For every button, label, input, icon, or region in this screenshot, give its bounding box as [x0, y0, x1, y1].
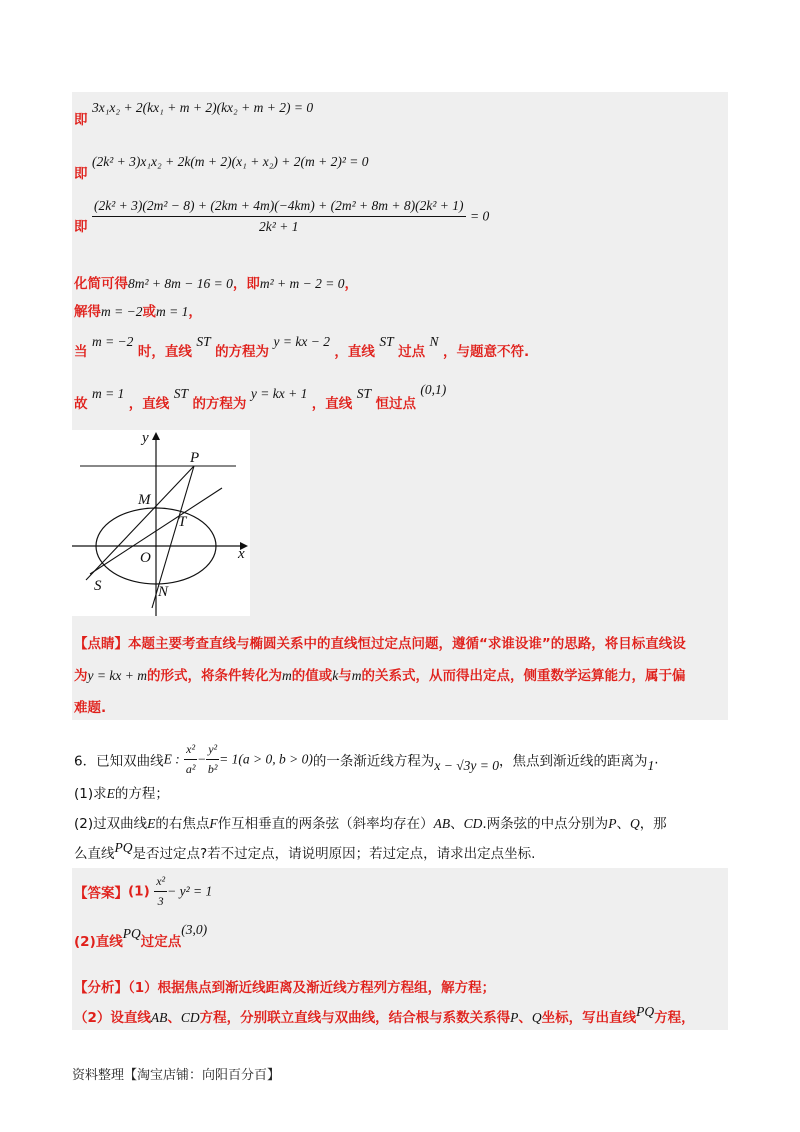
label-p: P [190, 450, 200, 466]
solution-line-solve: 解得m = −2或m = 1， [74, 304, 202, 320]
analysis-line-2: （2）设直线AB、CD方程，分别联立直线与双曲线，结合根与系数关系得P、Q坐标，写出直线PQ方程， [74, 1004, 695, 1026]
problem-number: 6．已知双曲线 [74, 753, 164, 770]
equation-fraction: (2k² + 3)(2m² − 8) + (2km + 4m)(−4km) + (2m² + 8m + 8)(2k² + 1) 2k² + 1 [93, 198, 464, 234]
answer-tag: 【答案】 [74, 885, 128, 902]
fraction-y: $\frac{\text{y²}}{\text{b²}}$ [207, 742, 218, 776]
solution-block [72, 92, 728, 418]
equation: (2k² + 3)x₁x₂ + 2k(m + 2)(x₁ + x₂) + 2(m + 2)² = 0 [91, 154, 369, 169]
label-s: S [94, 578, 102, 594]
solution-line-1: 即 3x₁x₂ + 2(kx₁ + m + 2)(kx₂ + m + 2) = 0 [74, 100, 314, 128]
footer-text: 资料整理【淘宝店铺：向阳百分百】 [72, 1068, 281, 1083]
solution-line-2: 即 (2k² + 3)x₁x₂ + 2k(m + 2)(x₁ + x₂) + 2(m + 2)² = 0 [74, 154, 369, 182]
comment-tag: 【点睛】 [74, 636, 128, 652]
solution-line-simplify: 化简可得8m² + 8m − 16 = 0，即m² + m − 2 = 0， [74, 276, 359, 292]
problem-q2-line2: 么直线PQ是否过定点?若不过定点，请说明原因；若过定点，请求出定点坐标. [74, 840, 536, 862]
solution-line-3: 即 (2k² + 3)(2m² − 8) + (2km + 4m)(−4km) + (2m² + 8m + 8)(2k² + 1) 2k² + 1 = 0 [74, 198, 490, 235]
problem-q1: (1)求E的方程； [74, 786, 169, 802]
solution-line-case1: 当 m = −2 时，直线 ST 的方程为 y = kx − 2 ，直线 ST 过点 N ，与题意不符. [74, 334, 530, 360]
analysis-tag: 【分析】 [74, 980, 128, 996]
equation: 3x₁x₂ + 2(kx₁ + m + 2)(kx₂ + m + 2) = 0 [91, 100, 314, 115]
analysis-line-1: 【分析】（1）根据焦点到渐近线距离及渐近线方程列方程组，解方程； [74, 980, 496, 996]
ellipse-diagram [72, 430, 250, 616]
solution-line-case2: 故 m = 1 ，直线 ST 的方程为 y = kx + 1 ，直线 ST 恒过点 (0,1) [74, 382, 447, 412]
label-o: O [140, 550, 151, 566]
label-y: y [142, 430, 149, 446]
ellipse-figure [72, 430, 250, 616]
answer-line-1: 【答案】(1) $\frac{\text{x²}}{3}$ − y² = 1 [74, 874, 213, 908]
label-m: M [138, 492, 151, 508]
answer-fraction: $\frac{\text{x²}}{3}$ [156, 874, 166, 908]
label-x: x [238, 546, 245, 562]
label-n: N [158, 584, 169, 600]
problem-line-1: 6．已知双曲线E : $\frac{\text{x²}}{\text{a²}}$ − $\frac{\text{y²}}{\text{b²}}$ = 1(a > 0, b > 0)的一条渐近线方程为x − √3y = 0，焦点到渐近线的距离为1. [74, 742, 659, 776]
fraction-x: $\frac{\text{x²}}{\text{a²}}$ [185, 742, 196, 776]
answer-line-2: (2)直线PQ过定点(3,0) [74, 922, 208, 950]
comment-text: 【点睛】本题主要考查直线与椭圆关系中的直线恒过定点问题，遵循“求谁设谁”的思路，将目标直线设 为y = kx + m的形式，将条件转化为m的值或k与m的关系式，从而得出定点，侧重数学运算能力，属于偏 难题. [74, 636, 686, 716]
label-t: T [178, 514, 187, 530]
y-axis-arrow [152, 432, 160, 440]
problem-q2-line1: (2)过双曲线E的右焦点F作互相垂直的两条弦（斜率均存在）AB、CD.两条弦的中点分别为P、Q，那 [74, 816, 667, 832]
